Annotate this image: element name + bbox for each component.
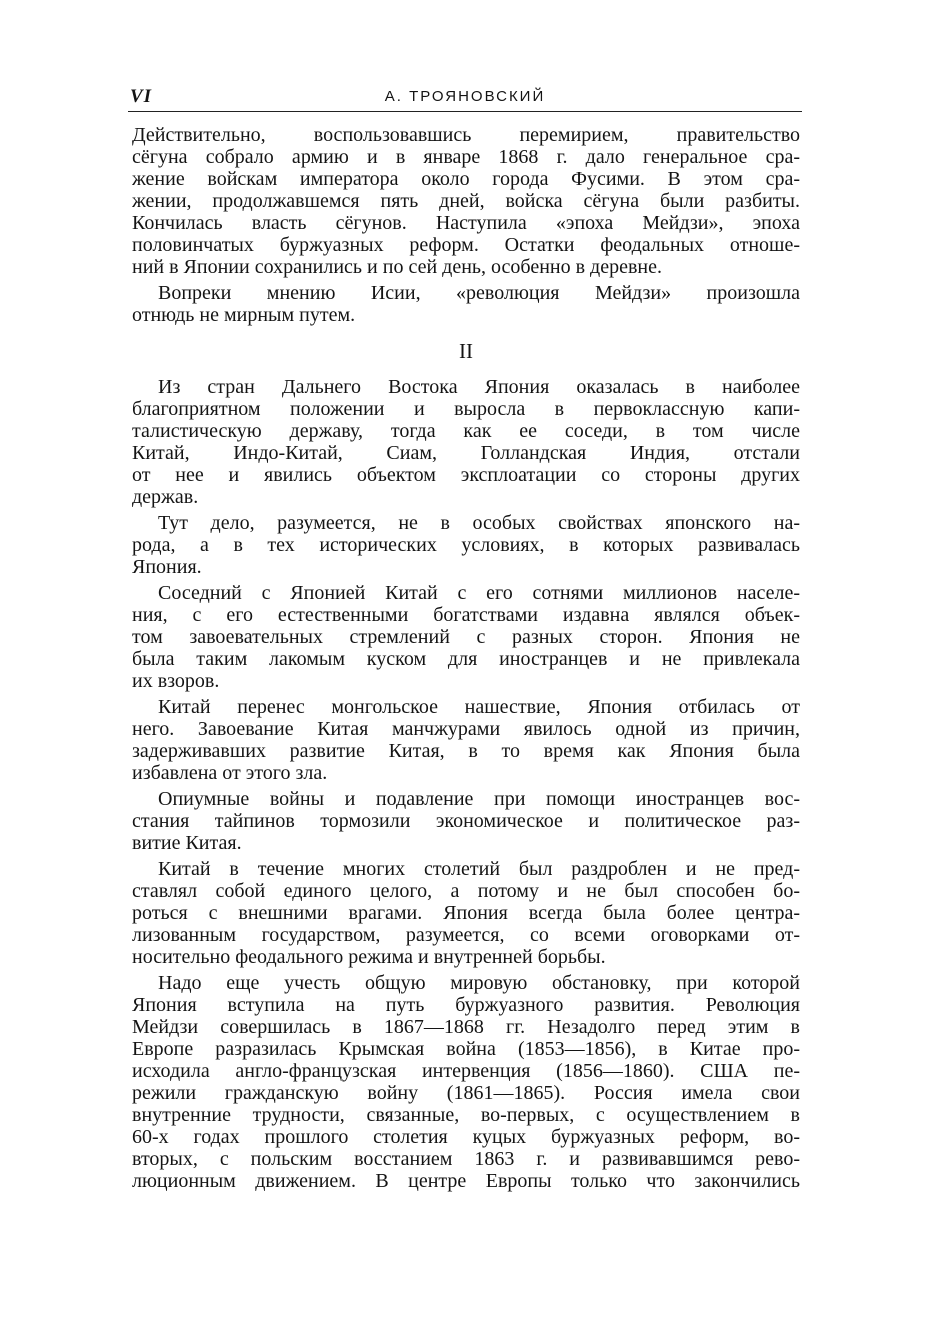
paragraph — [132, 582, 800, 692]
paragraph — [132, 124, 800, 278]
text-line: талистическую державу, тогда как ее соседи, в том числе — [132, 420, 800, 442]
text-line: Опиумные войны и подавление при помощи иностранцев вос- — [158, 788, 800, 810]
text-line: избавлена от этого зла. — [132, 762, 328, 784]
text-line: витие Китая. — [132, 832, 242, 854]
paragraph — [132, 376, 800, 508]
text-line: Япония вступила на путь буржуазного развития. Революция — [132, 994, 800, 1016]
text-line: ния, с его естественными богатствами издавна являлся объек- — [132, 604, 800, 626]
text-line: Надо еще учесть общую мировую обстановку, при которой — [158, 972, 800, 994]
text-line: Тут дело, разумеется, не в особых свойствах японского на- — [158, 512, 800, 534]
text-line: ний в Японии сохранились и по сей день, особенно в деревне. — [132, 256, 662, 278]
paragraph — [132, 282, 800, 326]
text-line: лизованным государством, разумеется, со всеми оговорками от- — [132, 924, 800, 946]
section-heading: II — [459, 339, 473, 363]
text-line: Япония. — [132, 556, 202, 578]
paragraph — [132, 972, 800, 1192]
text-line: жении, продолжавшемся пять дней, войска сёгуна были разбиты. — [132, 190, 800, 212]
text-line: вторых, с польским восстанием 1863 г. и развивавшимся рево- — [132, 1148, 800, 1170]
text-line: задерживавших развитие Китая, в то время как Япония была — [132, 740, 800, 762]
text-line: том завоевательных стремлений с разных сторон. Япония не — [132, 626, 800, 648]
header-rule — [128, 111, 802, 112]
text-line: режили гражданскую войну (1861—1865). Россия имела свои — [132, 1082, 800, 1104]
text-line: Соседний с Японией Китай с его сотнями миллионов населе- — [158, 582, 800, 604]
text-line: внутренние трудности, связанные, во-первых, с осуществлением в — [132, 1104, 800, 1126]
text-line: их взоров. — [132, 670, 220, 692]
text-line: благоприятном положении и выросла в первоклассную капи- — [132, 398, 800, 420]
text-line: Китай в течение многих столетий был раздроблен и не пред- — [158, 858, 800, 880]
text-line: Китай, Индо-Китай, Сиам, Голландская Индия, отстали — [132, 442, 800, 464]
text-line: ставлял собой единого целого, а потому и не был способен бо- — [132, 880, 800, 902]
text-line: жение войскам императора около города Фусими. В этом сра- — [132, 168, 800, 190]
page-header — [128, 86, 802, 112]
text-line: Действительно, воспользовавшись перемирием, правительство — [132, 124, 800, 146]
text-line: Китай перенес монгольское нашествие, Япония отбилась от — [158, 696, 800, 718]
text-line: Европе разразилась Крымская война (1853—1856), в Китае про- — [132, 1038, 800, 1060]
text-line: рода, а в тех исторических условиях, в которых развивалась — [132, 534, 800, 556]
paragraph — [132, 512, 800, 578]
running-title: А. ТРОЯНОВСКИЙ — [384, 88, 546, 105]
text-line: была таким лакомым куском для иностранцев и не привлекала — [132, 648, 800, 670]
text-line: держав. — [132, 486, 199, 508]
text-line: него. Завоевание Китая манчжурами явилось одной из причин, — [132, 718, 800, 740]
text-line: Из стран Дальнего Востока Япония оказалась в наиболее — [158, 376, 800, 398]
page-number: VI — [130, 86, 153, 107]
text-line: 60-х годах прошлого столетия куцых буржуазных реформ, во- — [132, 1126, 800, 1148]
text-line: сёгуна собрало армию и в январе 1868 г. дало генеральное сра- — [132, 146, 800, 168]
text-line: отнюдь не мирным путем. — [132, 304, 356, 326]
paragraph — [132, 696, 800, 784]
text-line: носительно феодального режима и внутренней борьбы. — [132, 946, 606, 968]
text-line: Кончилась власть сёгунов. Наступила «эпоха Мейдзи», эпоха — [132, 212, 800, 234]
text-line: от нее и явились объектом эксплоатации со стороны других — [132, 464, 800, 486]
text-line: люционным движением. В центре Европы только что закончились — [132, 1170, 800, 1192]
text-line: исходила англо-французская интервенция (1856—1860). США пе- — [132, 1060, 800, 1082]
paragraph — [132, 788, 800, 854]
text-line: роться с внешними врагами. Япония всегда была более центра- — [132, 902, 800, 924]
paragraph — [132, 858, 800, 968]
text-line: половинчатых буржуазных реформ. Остатки феодальных отноше- — [132, 234, 800, 256]
body-text — [132, 124, 800, 1192]
text-line: Мейдзи совершилась в 1867—1868 гг. Незадолго перед этим в — [132, 1016, 800, 1038]
text-line: Вопреки мнению Исии, «революция Мейдзи» произошла — [158, 282, 800, 304]
text-line: стания тайпинов тормозили экономическое и политическое раз- — [132, 810, 800, 832]
